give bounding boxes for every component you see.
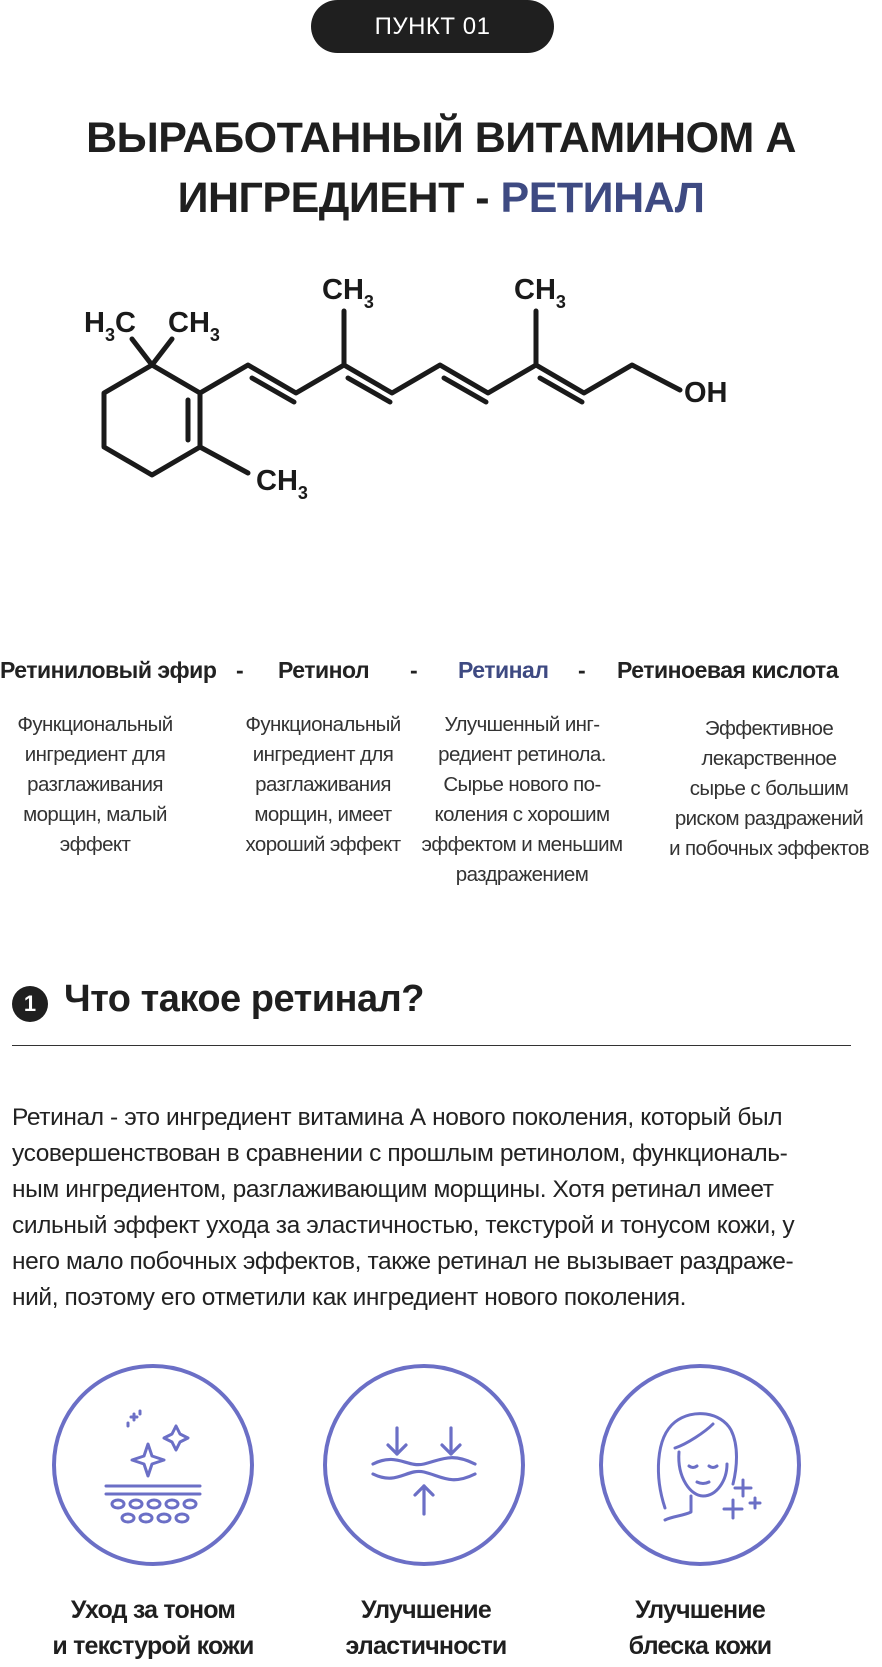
description-retinal [420, 710, 624, 890]
feature-label-texture [23, 1592, 283, 1664]
body-line: ний, поэтому его отметили как ингредиент нового поколения. [12, 1284, 687, 1311]
description-line: коления с хорошим [434, 803, 610, 826]
description-line: Улучшенный инг- [444, 713, 600, 736]
feature-label-line: Улучшение [361, 1596, 491, 1624]
body-line: него мало побочных эффектов, также ретинал не вызывает раздраже- [12, 1248, 794, 1275]
description-line: хороший эффект [245, 833, 401, 856]
description-line: разглаживания [27, 773, 163, 796]
bond-methyl-bottom [200, 447, 248, 473]
description-line: Эффективное [704, 717, 834, 740]
chain-item-retinal: Ретинал [458, 657, 549, 683]
body-line: Ретинал - это ингредиент витамина А нового поколения, который был [12, 1104, 783, 1131]
chain-item-retinol: Ретинол [278, 657, 370, 683]
description-line: сырье с большим [689, 777, 849, 800]
feature-label-line: блеска кожи [628, 1632, 772, 1660]
feature-label-line: эластичности [345, 1632, 507, 1660]
title-accent: РЕТИНАЛ [500, 174, 705, 222]
description-line: морщин, имеет [254, 803, 392, 826]
description-line: Функциональный [17, 713, 173, 736]
molecule-structure-diagram [80, 275, 760, 515]
body-paragraph [12, 1100, 857, 1316]
description-line: эффектом и меньшим [421, 833, 623, 856]
body-line: усовершенствован в сравнении с прошлым ретинолом, функциональ- [12, 1140, 788, 1167]
title-line-1: ВЫРАБОТАННЫЙ ВИТАМИНОМ А [86, 114, 796, 162]
chain-item-retinyl-ester: Ретиниловый эфир [0, 657, 217, 683]
description-line: морщин, малый [23, 803, 167, 826]
description-retinol [228, 710, 418, 860]
body-line: ным ингредиентом, разглаживающим морщины. Хотя ретинал имеет [12, 1176, 774, 1203]
body-line: сильный эффект ухода за эластичностью, текстурой и тонусом кожи, у [12, 1212, 795, 1239]
retinoid-chain [0, 657, 882, 687]
section-number: 1 [23, 991, 37, 1016]
section-divider [12, 1045, 851, 1046]
description-line: раздражением [455, 863, 589, 886]
section-badge [311, 0, 554, 53]
feature-label-line: и текстурой кожи [52, 1632, 254, 1660]
chain-item-retinoic-acid: Ретиноевая кислота [617, 657, 839, 683]
description-line: Сырье нового по- [443, 773, 601, 796]
section-number-badge [12, 986, 48, 1022]
page-title [0, 108, 882, 228]
description-line: разглаживания [255, 773, 391, 796]
feature-circle-texture [52, 1364, 254, 1566]
description-line: эффект [59, 833, 131, 856]
label-h3c: $H_3C$ [84, 307, 136, 345]
description-line: и побочных эффектов [669, 837, 869, 860]
description-line: редиент ретинола. [438, 743, 606, 766]
elasticity-icon [327, 1368, 521, 1562]
label-ch3-chain-1: $CH_3$ [322, 275, 374, 312]
label-oh: OH [684, 377, 728, 409]
feature-circle-elasticity [323, 1364, 525, 1566]
label-ch3-chain-2: $CH_3$ [514, 275, 566, 312]
badge-label: ПУНКТ 01 [374, 12, 491, 40]
skin-texture-icon [56, 1368, 250, 1562]
chain-separator: - [410, 657, 418, 683]
feature-label-line: Улучшение [635, 1596, 765, 1624]
description-retinyl-ester [0, 710, 190, 860]
feature-circle-glow [599, 1364, 801, 1566]
glowing-face-icon [603, 1368, 797, 1562]
chain-separator: - [578, 657, 586, 683]
chain-separator: - [236, 657, 244, 683]
feature-label-elasticity [296, 1592, 556, 1664]
label-ch3-ring: $CH_3$ [168, 307, 220, 345]
feature-label-line: Уход за тоном [70, 1596, 236, 1624]
bond-methyl-left [132, 339, 152, 365]
description-retinoic-acid [660, 714, 878, 864]
title-line-2 [0, 168, 882, 228]
section-title: Что такое ретинал? [64, 978, 424, 1020]
description-line: риском раздражений [674, 807, 864, 830]
label-ch3-bottom: $CH_3$ [256, 465, 308, 503]
title-prefix: ИНГРЕДИЕНТ - [177, 174, 501, 222]
description-line: ингредиент для [24, 743, 166, 766]
feature-label-glow [570, 1592, 830, 1664]
bond-methyl-right [152, 339, 172, 365]
description-line: ингредиент для [252, 743, 394, 766]
description-line: лекарственное [701, 747, 837, 770]
description-line: Функциональный [245, 713, 401, 736]
